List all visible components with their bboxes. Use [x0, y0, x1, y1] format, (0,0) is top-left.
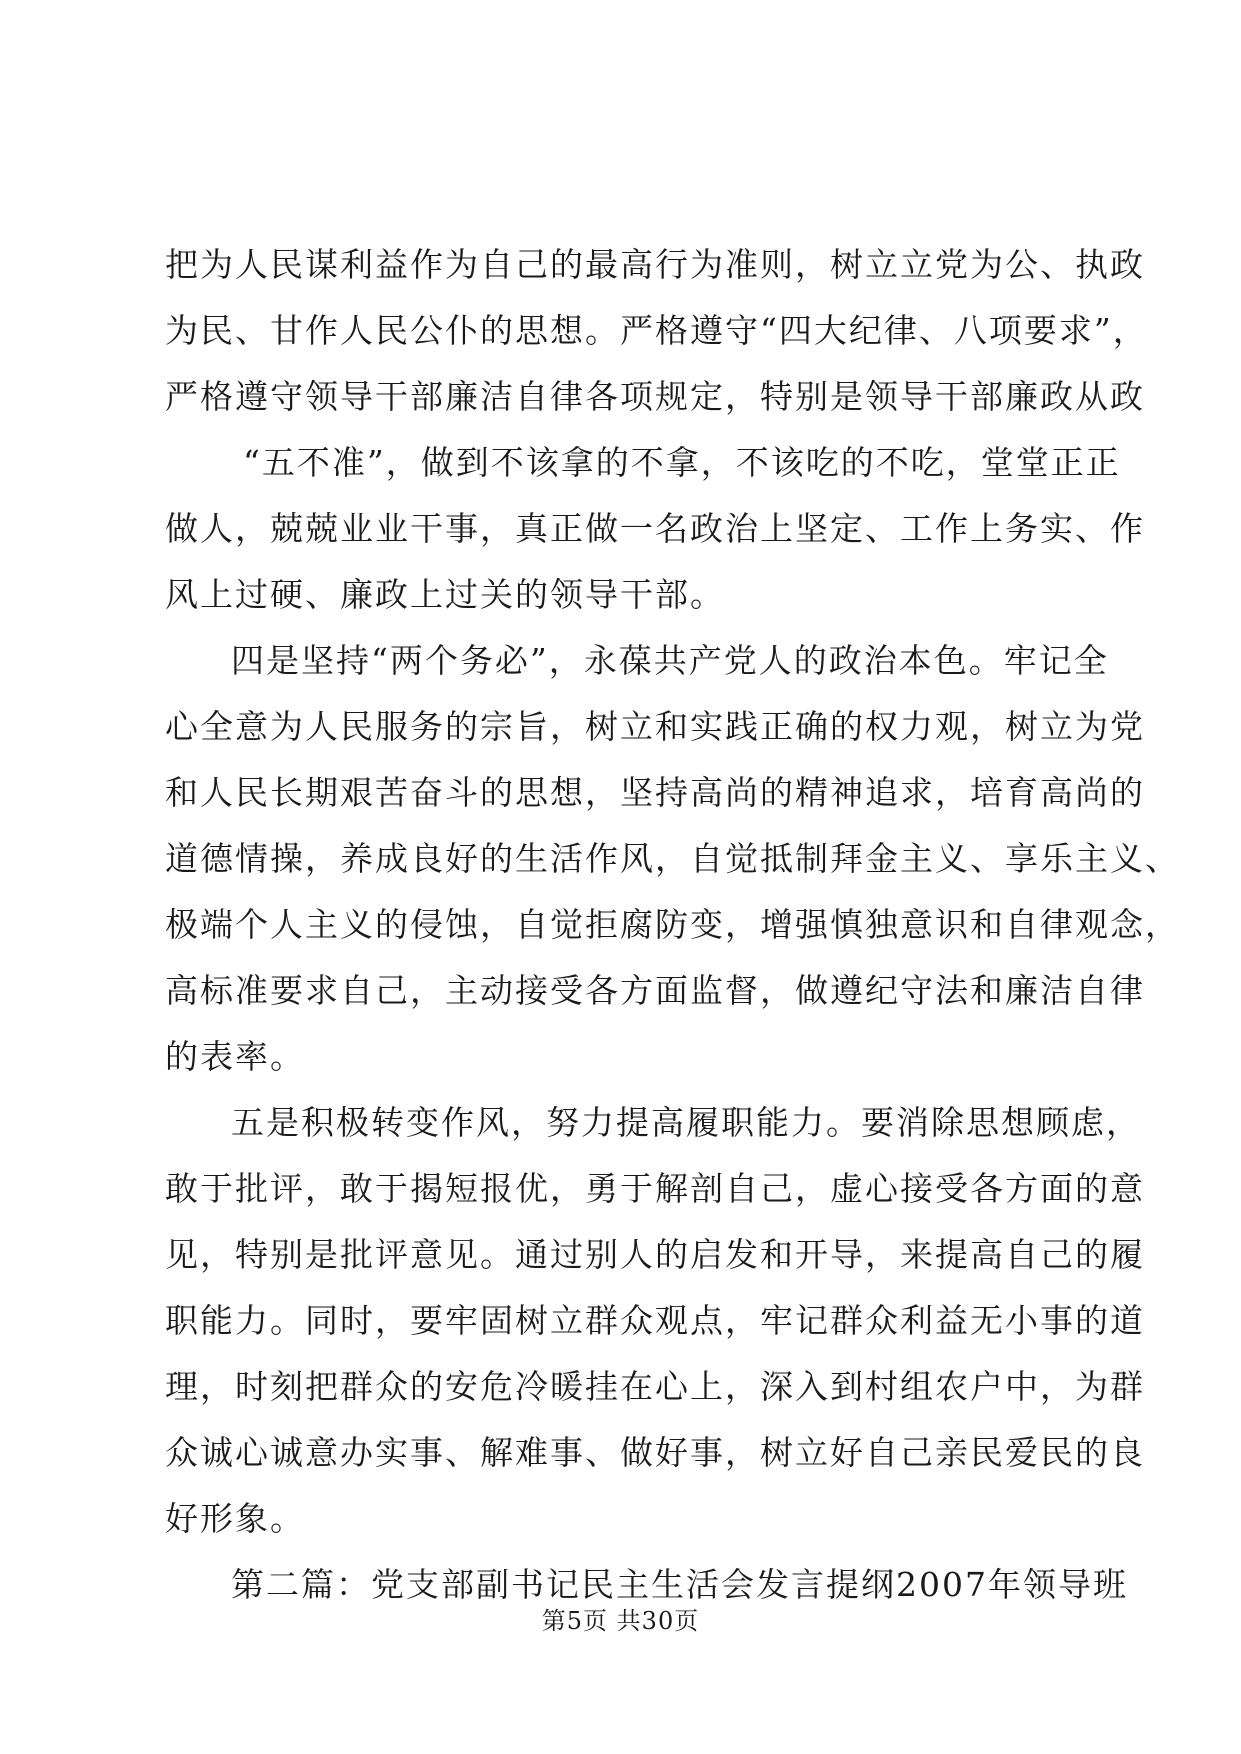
text-line: 众诚心诚意办实事、解难事、做好事，树立好自己亲民爱民的良 — [165, 1433, 1145, 1472]
body-text — [165, 232, 1180, 1618]
text-line: 好形象。 — [165, 1499, 305, 1538]
text-line: 严格遵守领导干部廉洁自律各项规定，特别是领导干部廉政从政 — [165, 377, 1145, 416]
text-line: 风上过硬、廉政上过关的领导干部。 — [165, 575, 725, 614]
text-line: 理，时刻把群众的安危冷暖挂在心上，深入到村组农户中，为群 — [165, 1367, 1145, 1406]
text-line: 极端个人主义的侵蚀，自觉拒腐防变，增强慎独意识和自律观念， — [165, 905, 1180, 944]
text-line: 为民、甘作人民公仆的思想。严格遵守“四大纪律、八项要求”， — [165, 311, 1148, 350]
text-line: 把为人民谋利益作为自己的最高行为准则，树立立党为公、执政 — [165, 245, 1145, 284]
paragraph-start-line: 四是坚持“两个务必”，永葆共产党人的政治本色。牢记全 — [231, 641, 1109, 680]
text-line: “五不准”，做到不该拿的不拿，不该吃的不吃，堂堂正正 — [243, 443, 1121, 482]
text-line: 道德情操，养成良好的生活作风，自觉抵制拜金主义、享乐主义、 — [165, 839, 1180, 878]
page-number: 第5页 共30页 — [541, 1607, 700, 1635]
text-line: 心全意为人民服务的宗旨，树立和实践正确的权力观，树立为党 — [165, 707, 1145, 746]
text-line: 高标准要求自己，主动接受各方面监督，做遵纪守法和廉洁自律 — [165, 971, 1145, 1010]
text-line: 和人民长期艰苦奋斗的思想，坚持高尚的精神追求，培育高尚的 — [165, 773, 1145, 812]
paragraph-start-line: 五是积极转变作风，努力提高履职能力。要消除思想顾虑， — [231, 1103, 1141, 1142]
text-line: 敢于批评，敢于揭短报优，勇于解剖自己，虚心接受各方面的意 — [165, 1169, 1145, 1208]
section-heading-line: 第二篇：党支部副书记民主生活会发言提纲2007年领导班 — [231, 1565, 1128, 1604]
text-line: 见，特别是批评意见。通过别人的启发和开导，来提高自己的履 — [165, 1235, 1145, 1274]
text-line: 的表率。 — [165, 1037, 305, 1076]
text-line: 职能力。同时，要牢固树立群众观点，牢记群众利益无小事的道 — [165, 1301, 1145, 1340]
text-line: 做人，兢兢业业干事，真正做一名政治上坚定、工作上务实、作 — [165, 509, 1145, 548]
